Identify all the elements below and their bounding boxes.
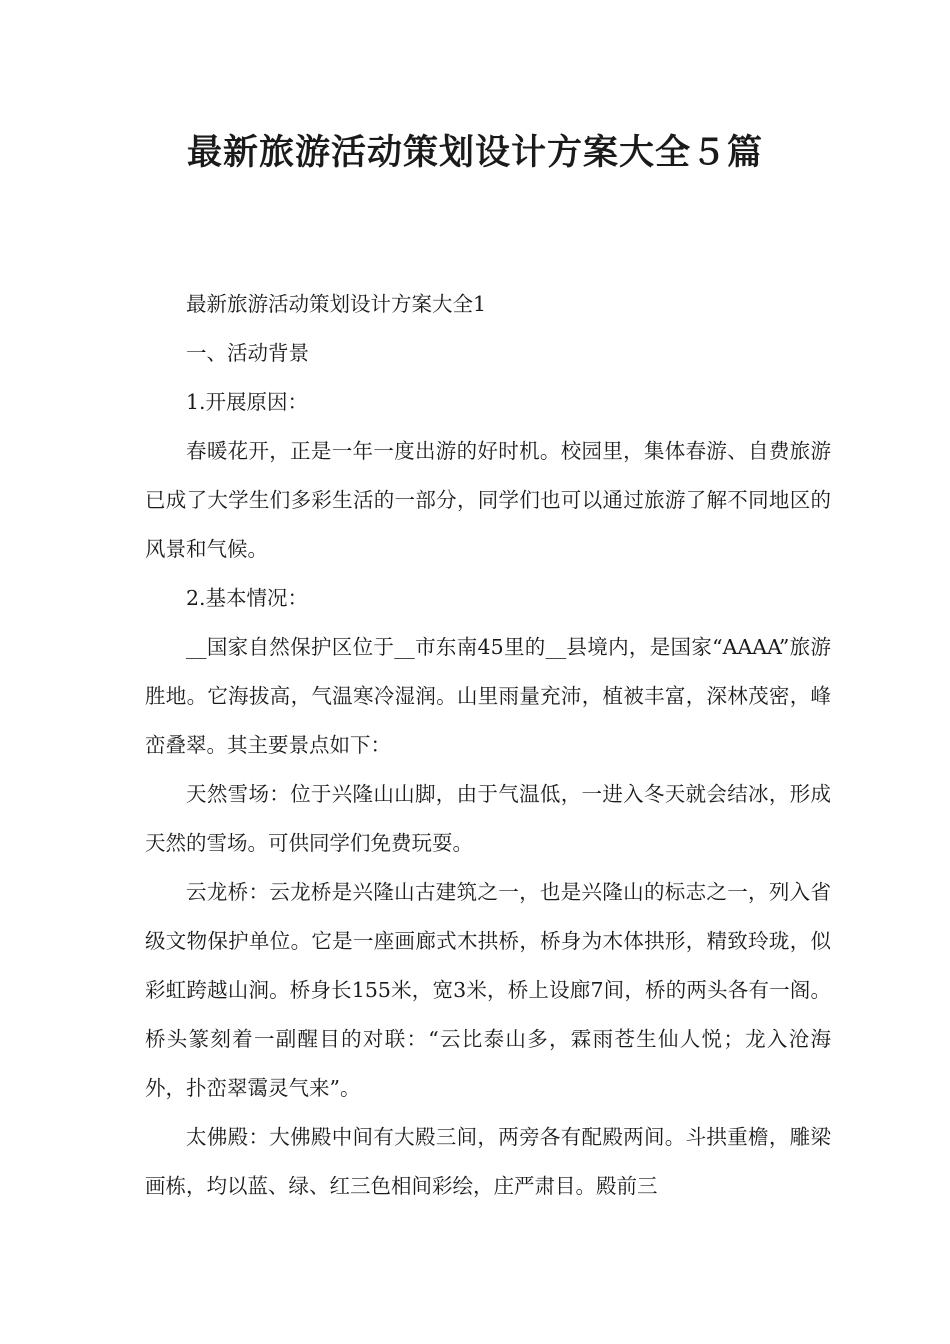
document-body: [145, 280, 831, 1211]
paragraph-reason: 春暖花开，正是一年一度出游的好时机。校园里，集体春游、自费旅游已成了大学生们多彩生活的一部分，同学们也可以通过旅游了解不同地区的风景和气候。: [145, 439, 831, 561]
section-heading: 最新旅游活动策划设计方案大全1: [186, 292, 487, 316]
subheading-background: 一、活动背景: [186, 341, 309, 365]
document-title: 最新旅游活动策划设计方案大全５篇: [186, 133, 763, 173]
subheading-basic-info: 2.基本情况：: [186, 586, 309, 610]
subheading-reason: 1.开展原因：: [186, 390, 309, 414]
paragraph-snowfield: 天然雪场：位于兴隆山山脚，由于气温低，一进入冬天就会结冰，形成天然的雪场。可供同学们免费玩耍。: [145, 782, 831, 855]
paragraph-reserve: __国家自然保护区位于__市东南45里的__县境内，是国家“AAAA”旅游胜地。它海拔高，气温寒冷湿润。山里雨量充沛，植被丰富，深林茂密，峰峦叠翠。其主要景点如下：: [145, 635, 831, 757]
paragraph-yunlong-bridge: 云龙桥：云龙桥是兴隆山古建筑之一，也是兴隆山的标志之一，列入省级文物保护单位。它是一座画廊式木拱桥，桥身为木体拱形，精致玲珑，似彩虹跨越山涧。桥身长155米，宽3米，桥上设廊7间，桥的两头各有一阁。桥头篆刻着一副醒目的对联：“云比泰山多，霖雨苍生仙人悦；龙入沧海外，扑峦翠霭灵气来”。: [145, 880, 831, 1100]
paragraph-buddha-hall: 太佛殿：大佛殿中间有大殿三间，两旁各有配殿两间。斗拱重檐，雕梁画栋，均以蓝、绿、红三色相间彩绘，庄严肃目。殿前三: [145, 1125, 831, 1198]
